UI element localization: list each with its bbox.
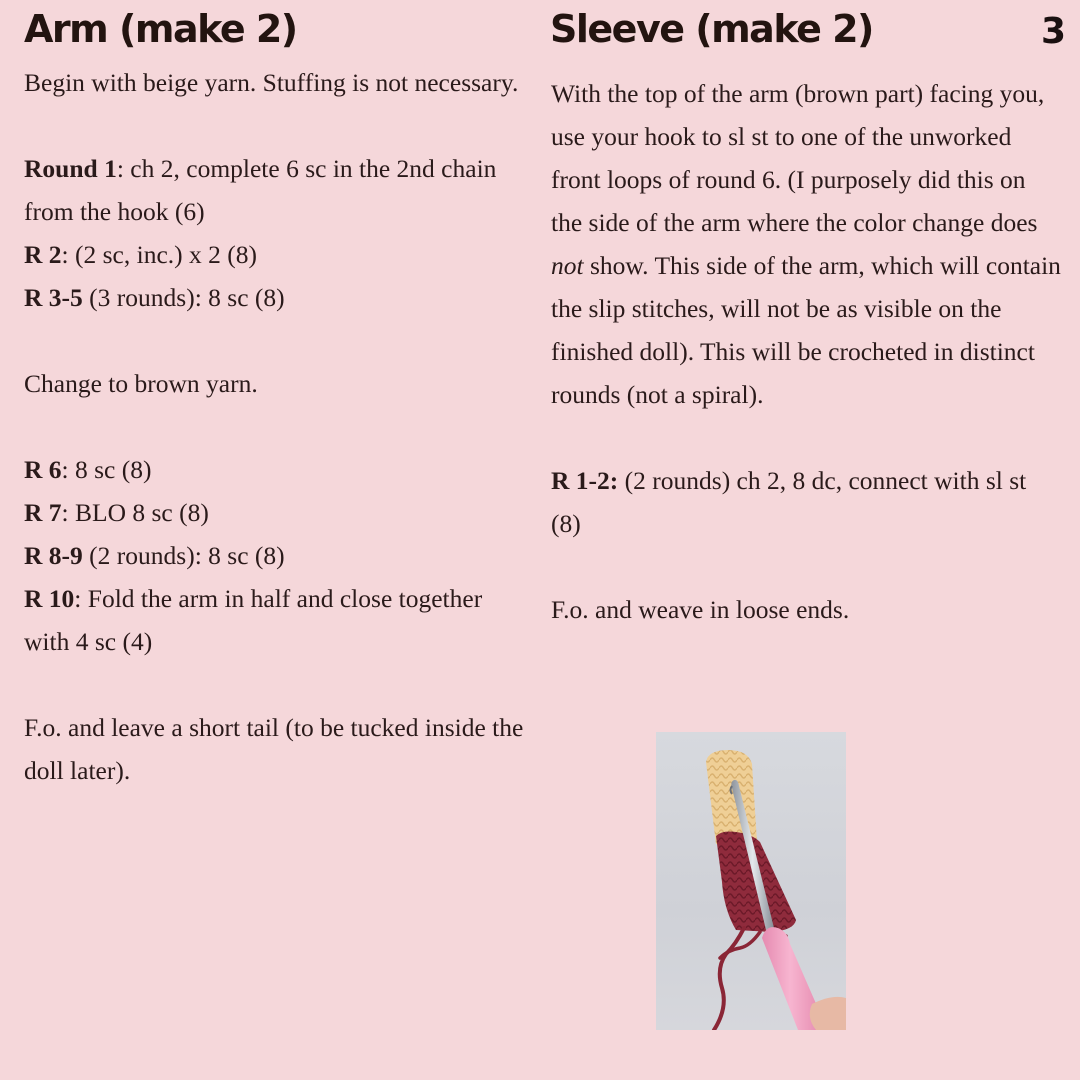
arm-round-2 [24, 233, 524, 276]
arm-heading: Arm (make 2) [24, 7, 297, 51]
sleeve-heading: Sleeve (make 2) [550, 7, 873, 51]
loose-yarn-strand [714, 928, 744, 1030]
round-label: Round 1 [24, 154, 117, 183]
sleeve-intro-emphasis: not [551, 251, 584, 280]
round-text: : Fold the arm in half and close together with 4 sc (4) [24, 584, 483, 656]
sleeve-intro [551, 72, 1061, 416]
arm-round-3-5 [24, 276, 524, 319]
round-text: : BLO 8 sc (8) [61, 498, 209, 527]
round-label: R 3-5 [24, 283, 83, 312]
arm-round-7 [24, 491, 524, 534]
arm-round-1 [24, 147, 524, 233]
arm-finish: F.o. and leave a short tail (to be tucked inside the doll later). [24, 713, 524, 785]
round-text: : 8 sc (8) [61, 455, 152, 484]
round-label: R 6 [24, 455, 62, 484]
arm-instructions [24, 61, 524, 792]
arm-round-10 [24, 577, 524, 663]
sleeve-instructions [551, 72, 1061, 631]
arm-intro: Begin with beige yarn. Stuffing is not necessary. [24, 68, 519, 97]
round-label: R 7 [24, 498, 62, 527]
crochet-arm-photo [656, 732, 846, 1030]
sleeve-round-1-2 [551, 459, 1061, 545]
arm-round-8-9 [24, 534, 524, 577]
round-text: (3 rounds): 8 sc (8) [82, 283, 285, 312]
page-number: 3 [1040, 11, 1066, 52]
round-text: : (2 sc, inc.) x 2 (8) [61, 240, 257, 269]
round-label: R 10 [24, 584, 75, 613]
round-text: (2 rounds) ch 2, 8 dc, connect with sl st (8) [551, 466, 1027, 538]
round-text: : ch 2, complete 6 sc in the 2nd chain from the hook (6) [24, 154, 497, 226]
arm-color-change: Change to brown yarn. [24, 369, 258, 398]
round-text: (2 rounds): 8 sc (8) [82, 541, 285, 570]
sleeve-intro-before: With the top of the arm (brown part) facing you, use your hook to sl st to one of the unworked front loops of round 6. (I purposely did this on the side of the arm where the color change does [551, 79, 1045, 237]
round-label: R 1-2: [551, 466, 619, 495]
sleeve-finish: F.o. and weave in loose ends. [551, 595, 850, 624]
arm-round-6 [24, 448, 524, 491]
round-label: R 8-9 [24, 541, 83, 570]
sleeve-intro-after: show. This side of the arm, which will contain the slip stitches, will not be as visible on the finished doll). This will be crocheted in distinct rounds (not a spiral). [551, 251, 1061, 409]
round-label: R 2 [24, 240, 62, 269]
